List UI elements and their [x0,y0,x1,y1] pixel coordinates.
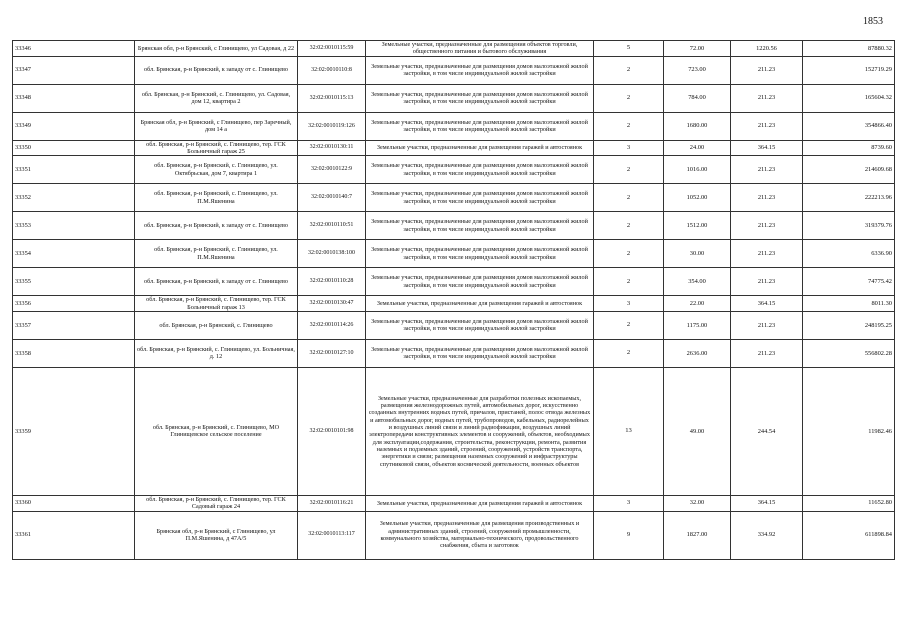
specific-value-cell: 334.92 [731,511,803,559]
permitted-use-cell: Земельные участки, предназначенные для размещения гаражей и автостоянок [366,296,594,312]
row-number: 33360 [13,495,135,511]
row-number: 33348 [13,84,135,112]
cadastral-number-cell: 32:02:0010116:21 [298,495,366,511]
specific-value-cell: 211.23 [731,184,803,212]
area-cell: 2636.00 [664,339,731,367]
cadastral-number-cell: 32:02:0010110:8 [298,56,366,84]
specific-value-cell: 211.23 [731,240,803,268]
address-cell: обл. Брянская, р-н Брянский, с. Глинищево, ул. Садовая, дом 12, квартира 2 [135,84,298,112]
use-category-cell: 13 [594,367,664,495]
use-category-cell: 2 [594,112,664,140]
address-cell: обл. Брянская, р-н Брянский, с. Глинищево, тер. ГСК Садовый гараж 24 [135,495,298,511]
cadastral-number-cell: 32:02:0010115:13 [298,84,366,112]
cadastral-value-cell: 74775.42 [803,268,895,296]
use-category-cell: 2 [594,156,664,184]
row-number: 33350 [13,140,135,156]
use-category-cell: 2 [594,184,664,212]
area-cell: 354.00 [664,268,731,296]
table-row [13,367,895,495]
cadastral-value-cell: 556802.28 [803,339,895,367]
specific-value-cell: 211.23 [731,268,803,296]
cadastral-number-cell: 32:02:0010110:28 [298,268,366,296]
cadastral-value-cell: 87880.32 [803,41,895,57]
use-category-cell: 5 [594,41,664,57]
area-cell: 1512.00 [664,212,731,240]
permitted-use-cell: Земельные участки, предназначенные для размещения домов малоэтажной жилой застройки, в том числе индивидуальной жилой застройки [366,112,594,140]
cadastral-value-cell: 165604.32 [803,84,895,112]
address-cell: обл. Брянская, р-н Брянский, с. Глинищево, ул. П.М.Яшенина [135,240,298,268]
permitted-use-cell: Земельные участки, предназначенные для размещения домов малоэтажной жилой застройки, в том числе индивидуальной жилой застройки [366,56,594,84]
use-category-cell: 2 [594,240,664,268]
cadastral-value-cell: 222213.96 [803,184,895,212]
area-cell: 784.00 [664,84,731,112]
cadastral-value-cell: 319379.76 [803,212,895,240]
specific-value-cell: 211.23 [731,112,803,140]
row-number: 33346 [13,41,135,57]
permitted-use-cell: Земельные участки, предназначенные для размещения гаражей и автостоянок [366,495,594,511]
row-number: 33353 [13,212,135,240]
row-number: 33357 [13,311,135,339]
row-number: 33361 [13,511,135,559]
address-cell: обл. Брянская, р-н Брянский, с. Глинищево [135,311,298,339]
permitted-use-cell: Земельные участки, предназначенные для разработки полезных ископаемых, размещения железнодорожных путей, автомобильных дорог, искусственно созданных внутренних водных путей, причалов, пристаней, полос отвода железных и автомобильных дорог, водных путей, трубопроводов, кабельных, радиорелейных и воздушных линий связи и линий радиофикации, воздушных линий электропередачи конструктивных элементов и сооружений, объектов, необходимых для эксплуатации,содержания, строительства, реконструкции, ремонта, развития наземных и подземных зданий, строений, сооружений, устройств транспорта, энергетики и связи; размещения наземных сооружений и инфраструктуры спутниковой связи, объектов космической деятельности, военных объектов [366,367,594,495]
permitted-use-cell: Земельные участки, предназначенные для размещения объектов торговли, общественного питания и бытового обслуживания [366,41,594,57]
table-row [13,212,895,240]
table-row [13,56,895,84]
address-cell: обл. Брянская, р-н Брянский, с. Глинищево, ул. Больничная, д. 12 [135,339,298,367]
cadastral-number-cell: 32:02:0010115:59 [298,41,366,57]
address-cell: Брянская обл, р-н Брянский, с Глинищево, ул П.М.Яшенина, д 47А/5 [135,511,298,559]
land-register-table [12,40,895,560]
cadastral-number-cell: 32:02:0010114:26 [298,311,366,339]
cadastral-value-cell: 152719.29 [803,56,895,84]
cadastral-number-cell: 32:02:0010130:11 [298,140,366,156]
cadastral-value-cell: 354866.40 [803,112,895,140]
cadastral-number-cell: 32:02:0010113:117 [298,511,366,559]
cadastral-number-cell: 32:02:0010140:7 [298,184,366,212]
cadastral-value-cell: 214609.68 [803,156,895,184]
permitted-use-cell: Земельные участки, предназначенные для размещения домов малоэтажной жилой застройки, в том числе индивидуальной жилой застройки [366,268,594,296]
cadastral-value-cell: 611898.84 [803,511,895,559]
address-cell: Брянская обл, р-н Брянский, с Глинищево, ул Садовая, д 22 [135,41,298,57]
page-number: 1853 [863,16,883,27]
use-category-cell: 3 [594,296,664,312]
permitted-use-cell: Земельные участки, предназначенные для размещения домов малоэтажной жилой застройки, в том числе индивидуальной жилой застройки [366,212,594,240]
table-row [13,184,895,212]
table-row [13,339,895,367]
permitted-use-cell: Земельные участки, предназначенные для размещения домов малоэтажной жилой застройки, в том числе индивидуальной жилой застройки [366,311,594,339]
address-cell: обл. Брянская, р-н Брянский, с. Глинищево, тер. ГСК Больничный гараж 25 [135,140,298,156]
table-row [13,240,895,268]
table-row [13,511,895,559]
address-cell: обл. Брянская, р-н Брянский, к западу от с. Глинищево [135,212,298,240]
use-category-cell: 2 [594,56,664,84]
row-number: 33352 [13,184,135,212]
use-category-cell: 2 [594,84,664,112]
cadastral-value-cell: 248195.25 [803,311,895,339]
permitted-use-cell: Земельные участки, предназначенные для размещения домов малоэтажной жилой застройки, в том числе индивидуальной жилой застройки [366,240,594,268]
specific-value-cell: 364.15 [731,495,803,511]
use-category-cell: 2 [594,339,664,367]
address-cell: обл. Брянская, р-н Брянский, с. Глинищево, ул. П.М.Яшенина [135,184,298,212]
area-cell: 1016.00 [664,156,731,184]
address-cell: обл. Брянская, р-н Брянский, с. Глинищево, МО Глинищевское сельское поселение [135,367,298,495]
table-row [13,495,895,511]
cadastral-number-cell: 32:02:0010110:51 [298,212,366,240]
cadastral-number-cell: 32:02:0010138:100 [298,240,366,268]
specific-value-cell: 1220.56 [731,41,803,57]
area-cell: 723.00 [664,56,731,84]
table-row [13,296,895,312]
cadastral-number-cell: 32:02:0010119:126 [298,112,366,140]
row-number: 33349 [13,112,135,140]
use-category-cell: 2 [594,212,664,240]
register-body [13,41,895,560]
specific-value-cell: 211.23 [731,56,803,84]
address-cell: Брянская обл, р-н Брянский, с Глинищево, пер Заречный, дом 14 а [135,112,298,140]
table-row [13,268,895,296]
cadastral-value-cell: 11982.46 [803,367,895,495]
area-cell: 49.00 [664,367,731,495]
specific-value-cell: 244.54 [731,367,803,495]
area-cell: 22.00 [664,296,731,312]
area-cell: 30.00 [664,240,731,268]
cadastral-value-cell: 11652.80 [803,495,895,511]
area-cell: 24.00 [664,140,731,156]
table-row [13,84,895,112]
cadastral-number-cell: 32:02:0010127:10 [298,339,366,367]
cadastral-number-cell: 32:02:0010130:47 [298,296,366,312]
permitted-use-cell: Земельные участки, предназначенные для размещения домов малоэтажной жилой застройки, в том числе индивидуальной жилой застройки [366,156,594,184]
cadastral-value-cell: 8739.60 [803,140,895,156]
cadastral-value-cell: 8011.30 [803,296,895,312]
specific-value-cell: 364.15 [731,296,803,312]
permitted-use-cell: Земельные участки, предназначенные для размещения домов малоэтажной жилой застройки, в том числе индивидуальной жилой застройки [366,84,594,112]
specific-value-cell: 211.23 [731,339,803,367]
row-number: 33351 [13,156,135,184]
row-number: 33355 [13,268,135,296]
row-number: 33347 [13,56,135,84]
row-number: 33358 [13,339,135,367]
area-cell: 72.00 [664,41,731,57]
specific-value-cell: 211.23 [731,311,803,339]
cadastral-number-cell: 32:02:0010101:98 [298,367,366,495]
specific-value-cell: 211.23 [731,212,803,240]
row-number: 33356 [13,296,135,312]
address-cell: обл. Брянская, р-н Брянский, к западу от с. Глинищево [135,268,298,296]
table-row [13,156,895,184]
table-row [13,112,895,140]
use-category-cell: 3 [594,495,664,511]
use-category-cell: 3 [594,140,664,156]
row-number: 33354 [13,240,135,268]
use-category-cell: 2 [594,311,664,339]
permitted-use-cell: Земельные участки, предназначенные для размещения гаражей и автостоянок [366,140,594,156]
specific-value-cell: 211.23 [731,84,803,112]
address-cell: обл. Брянская, р-н Брянский, с. Глинищево, ул. Октябрьская, дом 7, квартира 1 [135,156,298,184]
area-cell: 1680.00 [664,112,731,140]
table-row [13,311,895,339]
address-cell: обл. Брянская, р-н Брянский, к западу от с. Глинищево [135,56,298,84]
table-row [13,140,895,156]
specific-value-cell: 364.15 [731,140,803,156]
area-cell: 1052.00 [664,184,731,212]
area-cell: 1827.00 [664,511,731,559]
use-category-cell: 9 [594,511,664,559]
cadastral-value-cell: 6336.90 [803,240,895,268]
area-cell: 32.00 [664,495,731,511]
row-number: 33359 [13,367,135,495]
permitted-use-cell: Земельные участки, предназначенные для размещения производственных и административных зданий, строений, сооружений промышленности, коммунального хозяйства, материально-технического, продовольственного снабжения, сбыта и заготовок [366,511,594,559]
use-category-cell: 2 [594,268,664,296]
permitted-use-cell: Земельные участки, предназначенные для размещения домов малоэтажной жилой застройки, в том числе индивидуальной жилой застройки [366,339,594,367]
address-cell: обл. Брянская, р-н Брянский, с. Глинищево, тер. ГСК Больничный гараж 13 [135,296,298,312]
permitted-use-cell: Земельные участки, предназначенные для размещения домов малоэтажной жилой застройки, в том числе индивидуальной жилой застройки [366,184,594,212]
cadastral-number-cell: 32:02:0010122:9 [298,156,366,184]
table-row [13,41,895,57]
area-cell: 1175.00 [664,311,731,339]
specific-value-cell: 211.23 [731,156,803,184]
